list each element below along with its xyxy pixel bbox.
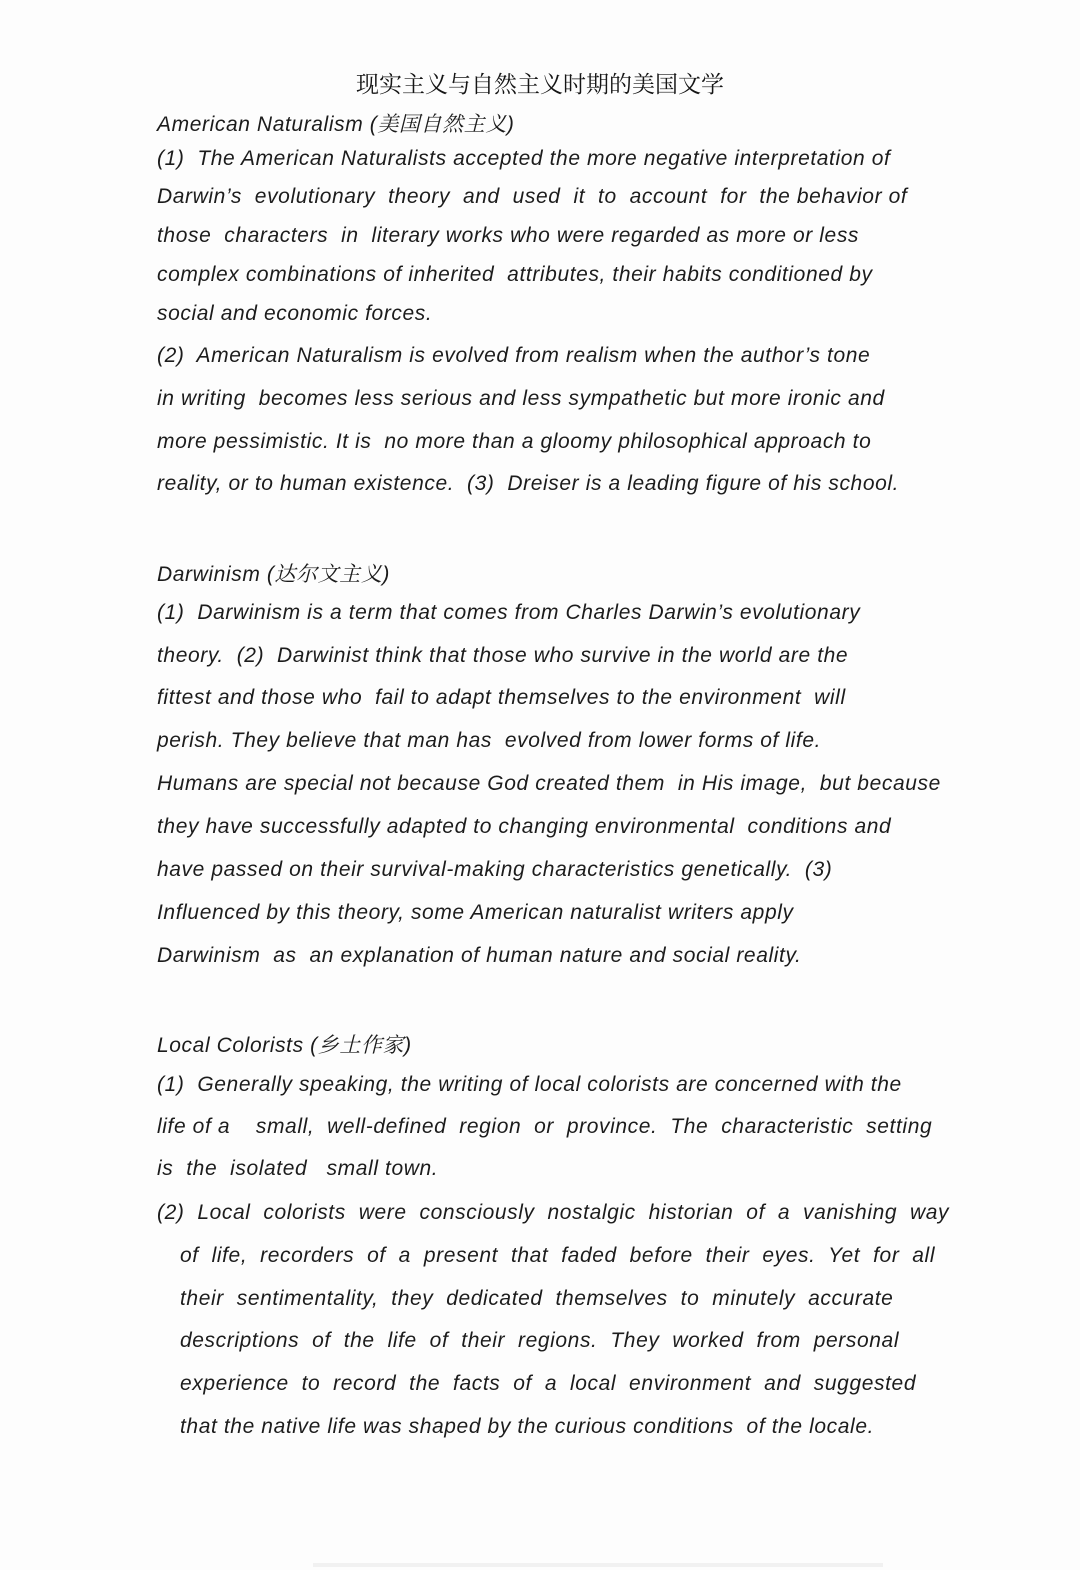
text-line: of life, recorders of a present that faded before their eyes. Yet for all <box>180 1244 936 1267</box>
text-line: have passed on their survival-making characteristics genetically. (3) <box>157 858 833 881</box>
page-edge-divider <box>313 1563 883 1567</box>
text-line: their sentimentality, they dedicated themselves to minutely accurate <box>180 1287 894 1310</box>
text-line: Darwinism as an explanation of human nature and social reality. <box>157 944 802 967</box>
text-line: (1) Darwinism is a term that comes from Charles Darwin’s evolutionary <box>157 601 861 624</box>
text-line: that the native life was shaped by the curious conditions of the locale. <box>180 1415 875 1438</box>
text-line: (2) Local colorists were consciously nostalgic historian of a vanishing way <box>157 1201 950 1224</box>
text-line: is the isolated small town. <box>157 1157 439 1180</box>
text-line: social and economic forces. <box>157 302 433 325</box>
document-title: 现实主义与自然主义时期的美国文学 <box>356 72 724 98</box>
text-line: reality, or to human existence. (3) Dreiser is a leading figure of his school. <box>157 472 900 495</box>
text-line: descriptions of the life of their regions. They worked from personal <box>180 1329 900 1352</box>
text-line: theory. (2) Darwinist think that those who survive in the world are the <box>157 644 849 667</box>
text-line: complex combinations of inherited attributes, their habits conditioned by <box>157 263 873 286</box>
text-line: life of a small, well-defined region or province. The characteristic setting <box>157 1115 933 1138</box>
text-line: more pessimistic. It is no more than a gloomy philosophical approach to <box>157 430 872 453</box>
text-line: perish. They believe that man has evolved from lower forms of life. <box>157 729 822 752</box>
text-line: Humans are special not because God created them in His image, but because <box>157 772 941 795</box>
section-heading: Darwinism (达尔文主义) <box>157 563 391 586</box>
text-line: experience to record the facts of a local environment and suggested <box>180 1372 917 1395</box>
text-line: (2) American Naturalism is evolved from realism when the author’s tone <box>157 344 871 367</box>
text-line: (1) The American Naturalists accepted the more negative interpretation of <box>157 147 891 170</box>
text-line: (1) Generally speaking, the writing of local colorists are concerned with the <box>157 1073 902 1096</box>
text-line: those characters in literary works who were regarded as more or less <box>157 224 860 247</box>
section-heading: American Naturalism (美国自然主义) <box>157 113 515 136</box>
section-heading: Local Colorists (乡土作家) <box>157 1034 412 1057</box>
text-line: fittest and those who fail to adapt themselves to the environment will <box>157 686 846 709</box>
text-line: Darwin’s evolutionary theory and used it to account for the behavior of <box>157 185 908 208</box>
text-line: in writing becomes less serious and less sympathetic but more ironic and <box>157 387 885 410</box>
text-line: Influenced by this theory, some American naturalist writers apply <box>157 901 794 924</box>
text-line: they have successfully adapted to changing environmental conditions and <box>157 815 892 838</box>
